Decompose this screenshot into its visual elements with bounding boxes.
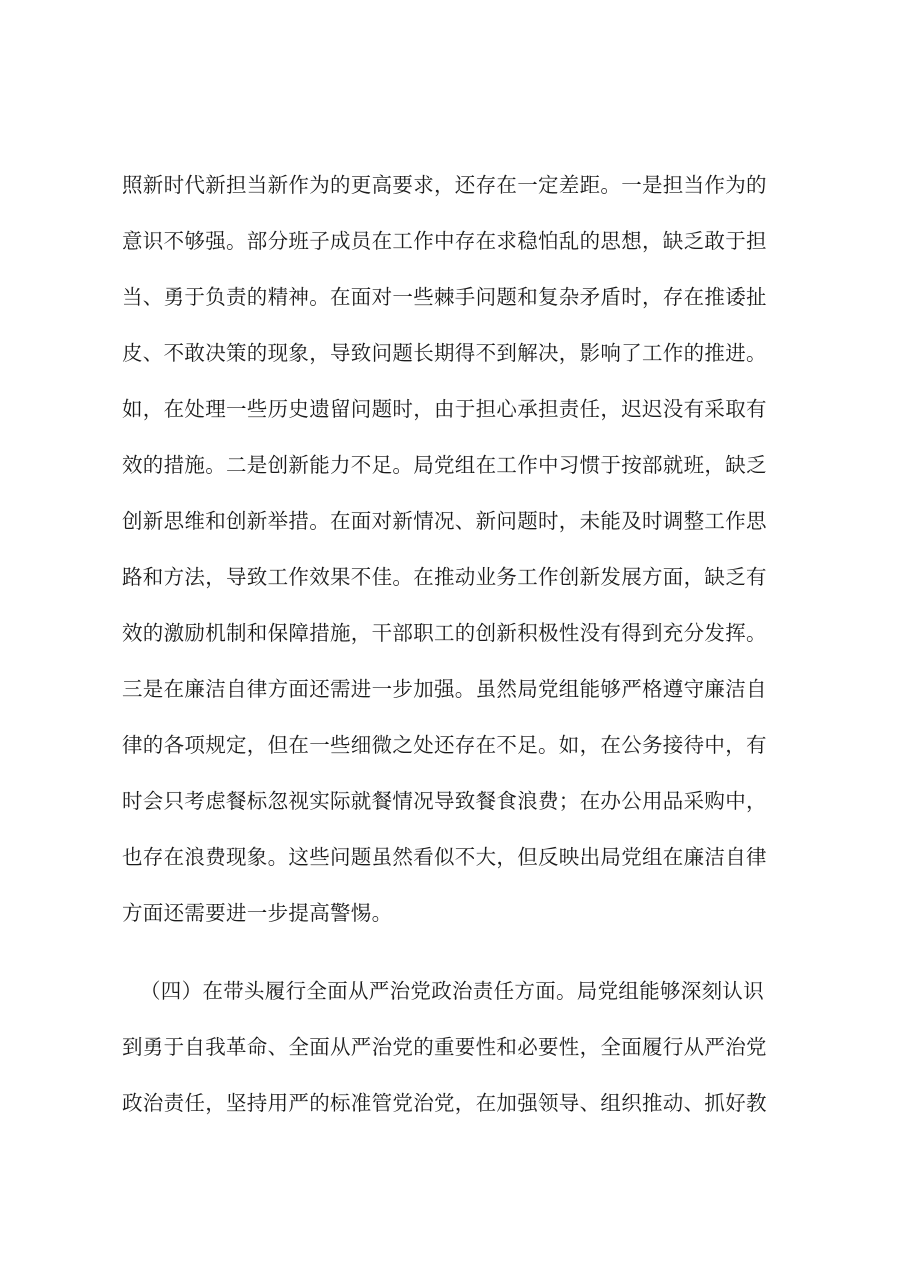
paragraph-1-line-3: 当、勇于负责的精神。在面对一些棘手问题和复杂矛盾时，存在推诿扯 xyxy=(122,285,767,309)
paragraph-2-line-2: 到勇于自我革命、全面从严治党的重要性和必要性，全面履行从严治党 xyxy=(122,1035,767,1059)
paragraph-1-line-7: 创新思维和创新举措。在面对新情况、新问题时，未能及时调整工作思 xyxy=(122,509,767,533)
paragraph-1-line-8: 路和方法，导致工作效果不佳。在推动业务工作创新发展方面，缺乏有 xyxy=(122,565,767,589)
paragraph-1-line-11: 律的各项规定，但在一些细微之处还存在不足。如，在公务接待中，有 xyxy=(122,733,767,757)
paragraph-2-line-3: 政治责任，坚持用严的标准管党治党，在加强领导、组织推动、抓好教 xyxy=(122,1091,767,1115)
paragraph-1-line-1: 照新时代新担当新作为的更高要求，还存在一定差距。一是担当作为的 xyxy=(122,173,767,197)
paragraph-1-line-12: 时会只考虑餐标忽视实际就餐情况导致餐食浪费；在办公用品采购中， xyxy=(122,789,767,813)
paragraph-1-line-6: 效的措施。二是创新能力不足。局党组在工作中习惯于按部就班，缺乏 xyxy=(122,453,767,477)
paragraph-1-line-9: 效的激励机制和保障措施，干部职工的创新积极性没有得到充分发挥。 xyxy=(122,621,767,645)
paragraph-1-line-5: 如，在处理一些历史遗留问题时，由于担心承担责任，迟迟没有采取有 xyxy=(122,397,767,421)
paragraph-1-line-10: 三是在廉洁自律方面还需进一步加强。虽然局党组能够严格遵守廉洁自 xyxy=(122,677,767,701)
paragraph-1-line-14: 方面还需要进一步提高警惕。 xyxy=(122,901,393,925)
paragraph-2-line-1: （四）在带头履行全面从严治党政治责任方面。局党组能够深刻认识 xyxy=(140,979,764,1003)
paragraph-1-line-13: 也存在浪费现象。这些问题虽然看似不大，但反映出局党组在廉洁自律 xyxy=(122,845,767,869)
paragraph-1-line-2: 意识不够强。部分班子成员在工作中存在求稳怕乱的思想，缺乏敢于担 xyxy=(122,229,767,253)
paragraph-1-line-4: 皮、不敢决策的现象，导致问题长期得不到解决，影响了工作的推进。 xyxy=(122,341,767,365)
